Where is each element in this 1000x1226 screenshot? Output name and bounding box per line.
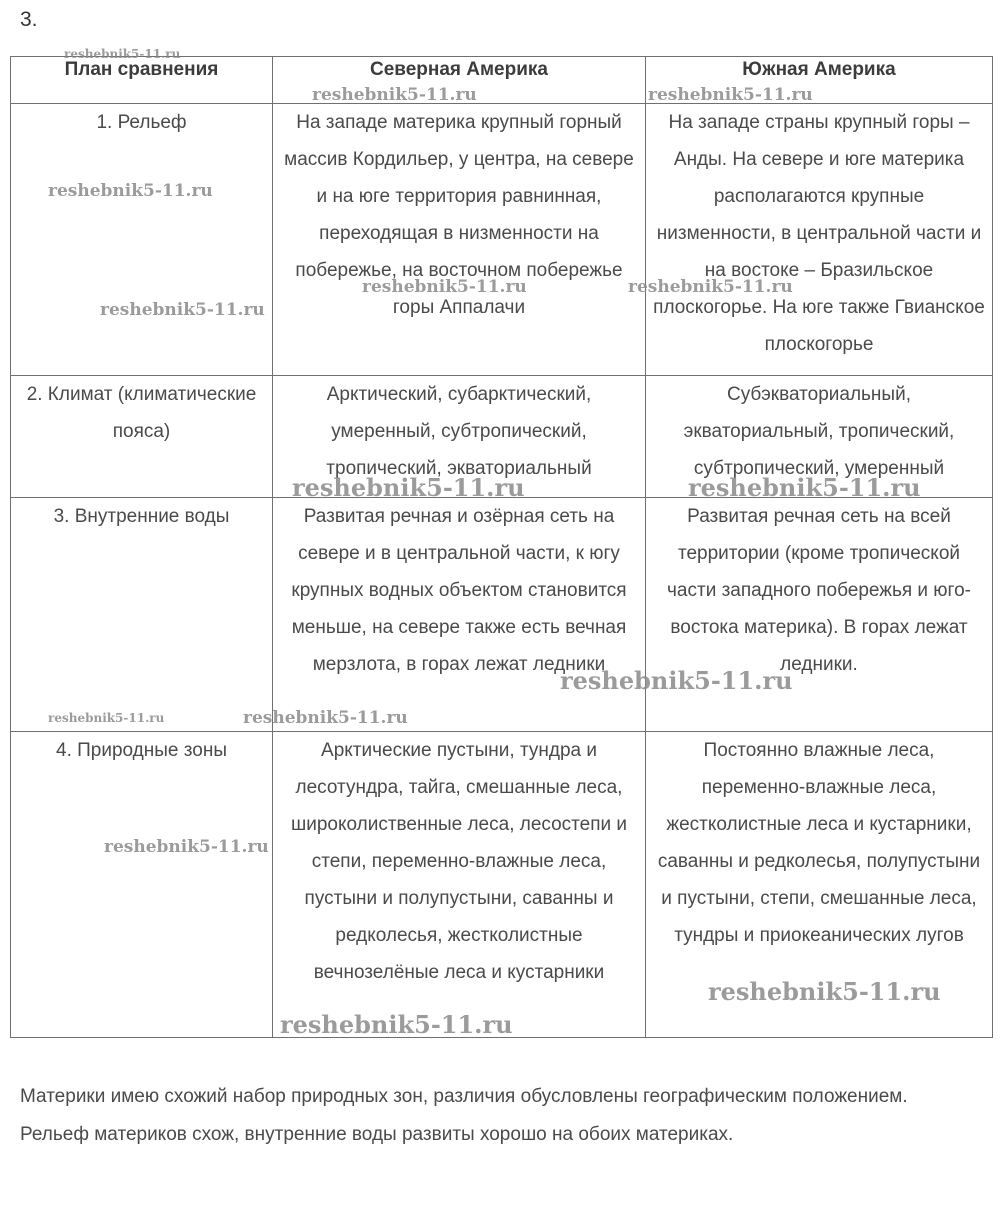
watermark: reshebnik5-11.ru bbox=[243, 708, 408, 728]
plan-relief: 1. Рельеф bbox=[96, 112, 187, 133]
task-number: 3. bbox=[20, 8, 38, 31]
watermark: reshebnik5-11.ru bbox=[100, 300, 265, 320]
north-cell bbox=[273, 104, 646, 376]
south-cell bbox=[646, 376, 993, 498]
conclusion-text: Материки имею схожий набор природных зон, различия обусловлены географическим положением. Рельеф материков схож, внутренние воды развиты хорошо на обоих материках. bbox=[20, 1086, 908, 1145]
watermark: reshebnik5-11.ru bbox=[280, 1010, 513, 1039]
watermark: reshebnik5-11.ru bbox=[48, 181, 213, 201]
watermark: reshebnik5-11.ru bbox=[688, 473, 921, 502]
plan-zones: 4. Природные зоны bbox=[56, 740, 227, 761]
plan-cell bbox=[11, 498, 273, 732]
table-row bbox=[11, 498, 993, 732]
table-row bbox=[11, 104, 993, 376]
plan-waters: 3. Внутренние воды bbox=[53, 506, 230, 527]
north-relief: На западе материка крупный горный массив Кордильер, у центра, на севере и на юге территория равнинная, переходящая в низменности на побережье, на восточном побережье горы Аппалачи bbox=[284, 112, 634, 318]
table-header-row bbox=[11, 57, 993, 104]
watermark: reshebnik5-11.ru bbox=[628, 277, 793, 297]
plan-cell bbox=[11, 732, 273, 1038]
plan-climate: 2. Климат (климатические пояса) bbox=[26, 384, 257, 442]
south-relief: На западе страны крупный горы – Анды. На севере и юге материка располагаются крупные низменности, в центральной части и на востоке – Бразильское плоскогорье. На юге также Гвианское плоскогорье bbox=[653, 112, 985, 355]
south-cell bbox=[646, 104, 993, 376]
watermark: reshebnik5-11.ru bbox=[64, 47, 181, 61]
comparison-table bbox=[10, 56, 993, 1038]
watermark: reshebnik5-11.ru bbox=[312, 85, 477, 105]
north-climate: Арктический, субарктический, умеренный, субтропический, тропический, экваториальный bbox=[326, 384, 592, 479]
south-cell bbox=[646, 732, 993, 1038]
north-zones: Арктические пустыни, тундра и лесотундра, тайга, смешанные леса, широколиственные леса, лесостепи и степи, переменно-влажные леса, пустыни и полупустыни, саванны и редколесья, жестколистные вечнозелёные леса и кустарники bbox=[290, 740, 628, 983]
watermark: reshebnik5-11.ru bbox=[48, 711, 165, 725]
header-plan: План сравнения bbox=[11, 57, 273, 104]
plan-cell bbox=[11, 104, 273, 376]
watermark: reshebnik5-11.ru bbox=[648, 85, 813, 105]
south-waters: Развитая речная сеть на всей территории (кроме тропической части западного побережья и юго-востока материка). В горах лежат ледники. bbox=[667, 506, 971, 675]
watermark: reshebnik5-11.ru bbox=[292, 473, 525, 502]
header-north-america: Северная Америка bbox=[273, 57, 646, 104]
north-waters: Развитая речная и озёрная сеть на севере и в центральной части, к югу крупных водных объектом становится меньше, на севере также есть вечная мерзлота, в горах лежат ледники bbox=[291, 506, 627, 675]
watermark: reshebnik5-11.ru bbox=[362, 277, 527, 297]
table-row bbox=[11, 376, 993, 498]
south-climate: Субэкваториальный, экваториальный, тропический, субтропический, умеренный bbox=[683, 384, 955, 479]
south-zones: Постоянно влажные леса, переменно-влажные леса, жестколистные леса и кустарники, саванны и редколесья, полупустыни и пустыни, степи, смешанные леса, тундры и приокеанических лугов bbox=[657, 740, 981, 946]
watermark: reshebnik5-11.ru bbox=[104, 837, 269, 857]
watermark: reshebnik5-11.ru bbox=[708, 977, 941, 1006]
header-south-america: Южная Америка bbox=[646, 57, 993, 104]
watermark: reshebnik5-11.ru bbox=[560, 666, 793, 695]
north-cell bbox=[273, 376, 646, 498]
table-row bbox=[11, 732, 993, 1038]
north-cell bbox=[273, 498, 646, 732]
south-cell bbox=[646, 498, 993, 732]
north-cell bbox=[273, 732, 646, 1038]
plan-cell bbox=[11, 376, 273, 498]
